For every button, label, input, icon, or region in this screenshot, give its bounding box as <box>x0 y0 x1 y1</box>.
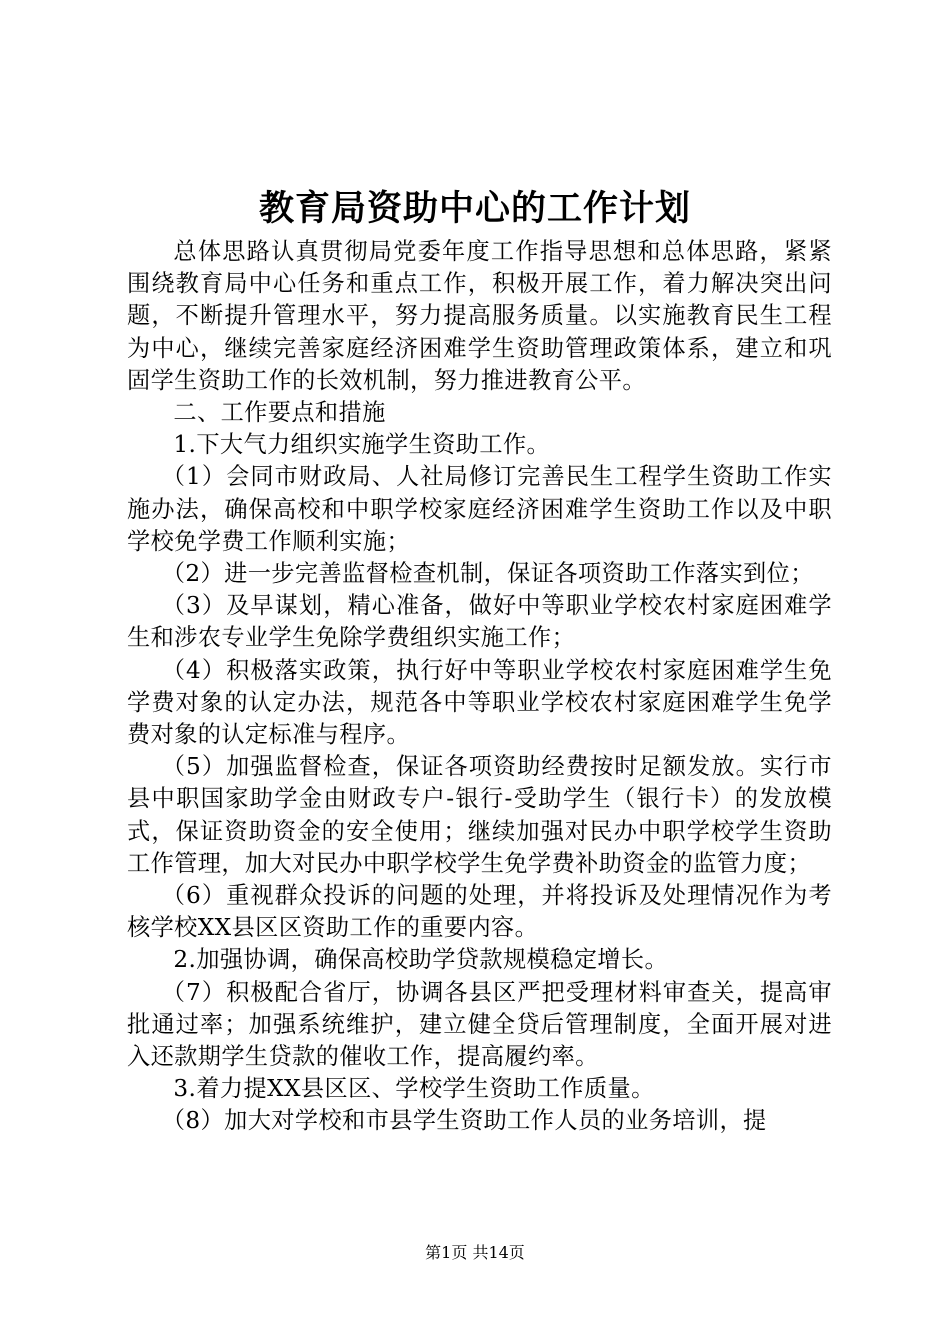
subheading-2: 2.加强协调，确保高校助学贷款规模稳定增长。 <box>173 946 669 974</box>
item-7: （7）积极配合省厅，协调各县区严把受理材料审查关，提高审批通过率；加强系统维护，建立健全贷后管理制度，全面开展对进入还款期学生贷款的催收工作，提高履约率。 <box>127 978 832 1071</box>
item-8: （8）加大对学校和市县学生资助工作人员的业务培训，提 <box>161 1107 767 1135</box>
document-body <box>127 236 832 1138</box>
subheading-3: 3.着力提XX县区区、学校学生资助工作质量。 <box>173 1075 655 1103</box>
item-2: （2）进一步完善监督检查机制，保证各项资助工作落实到位； <box>161 560 814 588</box>
section-heading-work-points: 二、工作要点和措施 <box>173 399 386 427</box>
item-5: （5）加强监督检查，保证各项资助经费按时足额发放。实行市县中职国家助学金由财政专户-银行-受助学生（银行卡）的发放模式，保证资助资金的安全使用；继续加强对民办中职学校学生资助工作管理，加大对民办中职学校学生免学费补助资金的监管力度； <box>127 753 832 877</box>
item-6: （6）重视群众投诉的问题的处理，并将投诉及处理情况作为考核学校XX县区区资助工作的重要内容。 <box>127 882 832 942</box>
paragraph-overview: 总体思路认真贯彻局党委年度工作指导思想和总体思路，紧紧围绕教育局中心任务和重点工作，积极开展工作，着力解决突出问题，不断提升管理水平，努力提高服务质量。以实施教育民生工程为中心，继续完善家庭经济困难学生资助管理政策体系，建立和巩固学生资助工作的长效机制，努力推进教育公平。 <box>127 238 832 394</box>
document-title: 教育局资助中心的工作计划 <box>258 188 691 229</box>
item-1: （1）会同市财政局、人社局修订完善民生工程学生资助工作实施办法，确保高校和中职学校家庭经济困难学生资助工作以及中职学校免学费工作顺利实施； <box>127 463 832 555</box>
item-4: （4）积极落实政策，执行好中等职业学校农村家庭困难学生免学费对象的认定办法，规范各中等职业学校农村家庭困难学生免学费对象的认定标准与程序。 <box>127 656 832 749</box>
item-3: （3）及早谋划，精心准备，做好中等职业学校农村家庭困难学生和涉农专业学生免除学费组织实施工作； <box>127 592 832 652</box>
subheading-1: 1.下大气力组织实施学生资助工作。 <box>173 431 551 459</box>
page-footer: 第1页 共14页 <box>425 1243 525 1262</box>
